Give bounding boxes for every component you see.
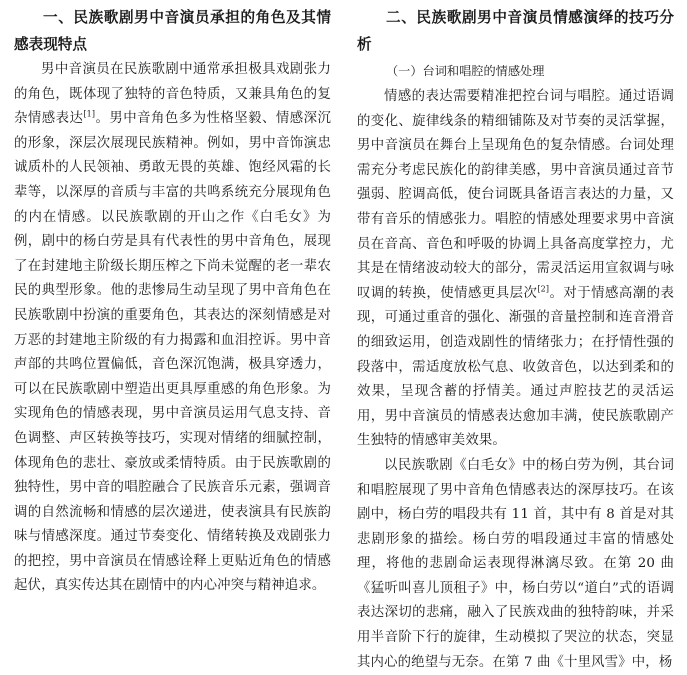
section-two-heading: 二、民族歌剧男中音演员情感演绎的技巧分析: [357, 9, 674, 53]
subsection-paragraph-1: [357, 85, 674, 454]
section-one-text-b: 。男中音角色多为性格坚毅、情感深沉的形象，深层次展现民族精神。例如，男中音饰演忠诚质朴的人民领袖、勇敢无畏的英雄、饱经风霜的长辈等，以深厚的音质与丰富的共鸣系统充分展现角色的内在情感。以民族歌剧的开山之作《白毛女》为例，剧中的杨白劳是具有代表性的男中音角色，展现了在封建地主阶级长期压榨之下尚未觉醒的老一辈农民的典型形象。他的悲惨局生动呈现了男中音角色在民族歌剧中扮演的重要角色，其表达的深刻情感是对万恶的封建地主阶级的有力揭露和血泪控诉。男中音声部的共鸣位置偏低，音色深沉饱满，极具穿透力，可以在民族歌剧中塑造出更具厚重感的角色形象。为实现角色的情感表现，男中音演员运用气息支持、音色调整、声区转换等技巧，实现对情绪的细腻控制，体现角色的悲壮、豪放或柔情特质。由于民族歌剧的独特性，男中音的唱腔融合了民族音乐元素，强调音调的自然流畅和情感的层次递进，使表演具有民族韵味与情感深度。通过节奏变化、情绪转换及戏剧张力的把控，男中音演员在情感诠释上更贴近角色的情感起伏，真实传达其在剧情中的内心冲突与精神追求。: [14, 111, 331, 594]
subsection-paragraph-2: 以民族歌剧《白毛女》中的杨白劳为例，其台词和唱腔展现了男中音角色情感表达的深厚技巧。在该剧中，杨白劳的唱段共有 11 首，其中有 8 首是对其悲剧形象的描绘。杨白劳的唱段通过丰富的情感处理，将他的悲剧命运表现得淋漓尽致。在第 20 曲《猛听叫喜儿顶租子》中，杨白劳以“道白”式的语调表达深切的悲痛，融入了民族戏曲的独特韵味，并采用半音阶下行的旋律，生动模拟了哭泣的状态，突显其内心的绝望与无奈。在第 7 曲《十里风雪》中，杨: [357, 457, 674, 670]
subsection-text-b: 。对于情感高潮的表现，可通过重音的强化、渐强的音量控制和连音滑音的细致运用，创造戏剧性的情绪张力；在抒情性强的段落中，需适度放松气息、收敛音色，以达到柔和的效果，呈现含蓄的抒情美。通过声腔技艺的灵活运用，男中音演员的情感表达愈加丰满，使民族歌剧产生独特的情感审美效果。: [357, 285, 674, 449]
subsection-text-a: 情感的表达需要精准把控台词与唱腔。通过语调的变化、旋律线条的精细铺陈及对节奏的灵活掌握，男中音演员在舞台上呈现角色的复杂情感。台词处理需充分考虑民族化的韵律美感，男中音演员通过音节强弱、腔调高低，使台词既具备语言表达的力量，又带有音乐的情感张力。唱腔的情感处理要求男中音演员在音高、音色和呼吸的协调上具备高度掌控力，尤其是在情绪波动较大的部分，需灵活运用宣叙调与咏叹调的转换，使情感更具层次: [357, 89, 674, 301]
section-one-text-a: 男中音演员在民族歌剧中通常承担极具戏剧张力的角色，既体现了独特的音色特质，又兼具角色的复杂情感表达: [14, 62, 331, 127]
citation-1: [1]: [83, 109, 96, 119]
subsection-one-heading: （一）台词和唱腔的情感处理: [386, 64, 545, 78]
citation-2: [2]: [537, 284, 550, 294]
section-one-paragraph: [14, 58, 331, 599]
right-column: [357, 4, 674, 670]
section-one-heading: 一、民族歌剧男中音演员承担的角色及其情感表现特点: [14, 9, 331, 53]
left-column: [14, 4, 331, 594]
